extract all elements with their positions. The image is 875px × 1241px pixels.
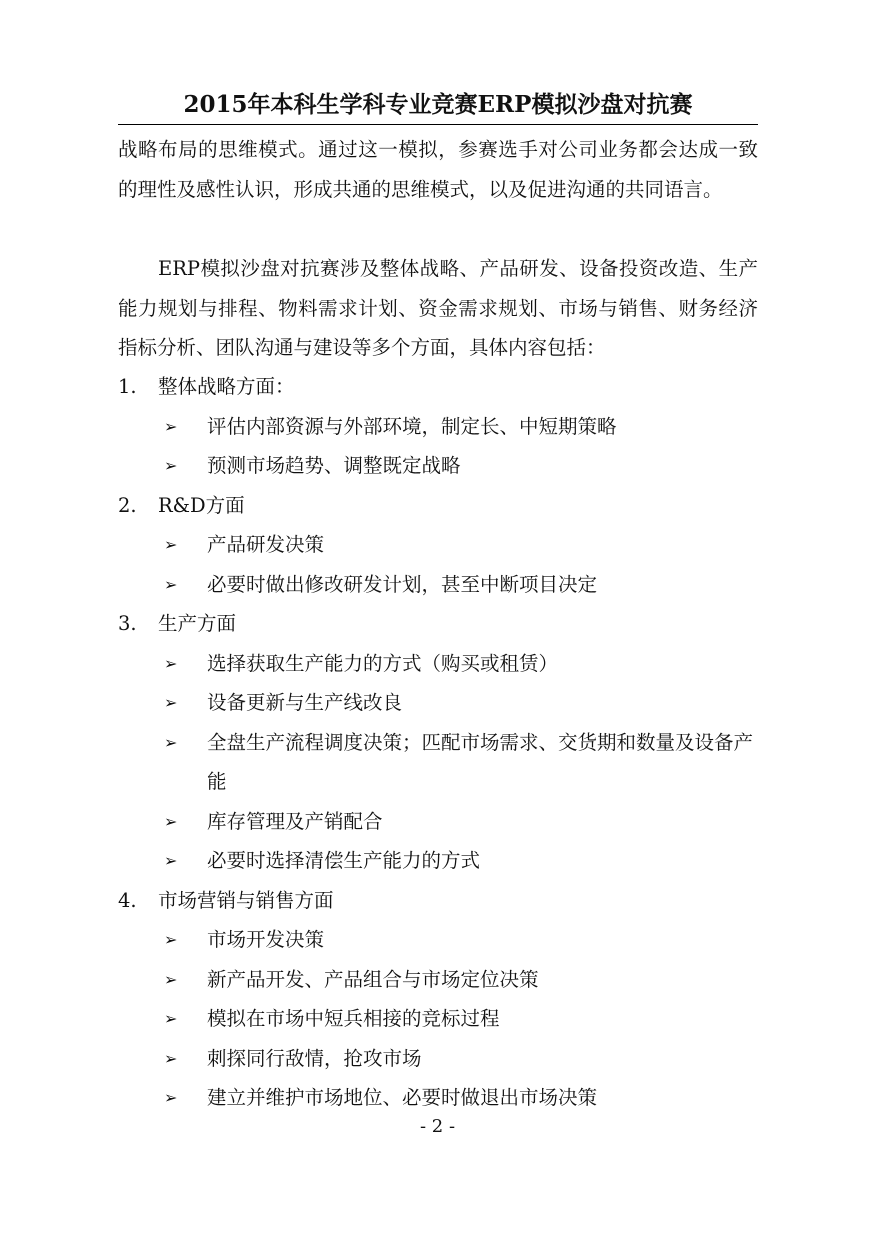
list-item [118,802,758,842]
arrow-bullet-icon: ➢ [164,574,178,594]
list-item-text: 市场开发决策 [207,928,325,951]
list-item [118,1078,758,1118]
section-number: 2. [118,493,137,517]
list-item [118,960,758,1000]
body-paragraph: 战略布局的思维模式。通过这一模拟，参赛选手对公司业务都会达成一致的理性及感性认识，形成共通的思维模式，以及促进沟通的共同语言。 [118,138,758,201]
bullet-list [118,920,758,1118]
list-item-text: 刺探同行敌情，抢攻市场 [207,1046,422,1070]
arrow-bullet-icon: ➢ [164,653,178,673]
list-item [118,446,758,486]
arrow-bullet-icon: ➢ [164,456,178,475]
bullet-list [118,407,758,486]
section-heading [118,367,758,407]
list-item-text: 库存管理及产销配合 [207,809,383,833]
section-title: R&D方面 [158,493,245,517]
section-number: 4. [118,888,137,912]
list-item [118,999,758,1039]
list-item-text: 选择获取生产能力的方式（购买或租赁） [207,651,559,675]
section-number: 3. [118,612,137,635]
list-item [118,723,758,802]
header-divider [118,124,758,125]
arrow-bullet-icon: ➢ [164,732,178,752]
body-paragraph: ERP模拟沙盘对抗赛涉及整体战略、产品研发、设备投资改造、生产能力规划与排程、物料需求计划、资金需求规划、市场与销售、财务经济指标分析、团队沟通与建设等多个方面，具体内容包括： [118,257,758,359]
section-heading [118,486,758,526]
list-section [118,881,758,1118]
arrow-bullet-icon: ➢ [164,535,178,554]
list-item-text: 预测市场趋势、调整既定战略 [207,454,461,477]
list-item [118,841,758,881]
section-title: 整体战略方面： [158,375,295,398]
list-item-text: 新产品开发、产品组合与市场定位决策 [207,967,539,991]
list-item-text: 建立并维护市场地位、必要时做退出市场决策 [207,1086,598,1109]
list-section [118,367,758,486]
section-title: 生产方面 [158,612,237,635]
arrow-bullet-icon: ➢ [164,930,178,949]
list-item-text: 设备更新与生产线改良 [207,691,403,714]
list-section [118,486,758,605]
arrow-bullet-icon: ➢ [164,416,178,436]
arrow-bullet-icon: ➢ [164,851,178,870]
arrow-bullet-icon: ➢ [164,811,178,831]
list-item-text: 产品研发决策 [207,533,325,556]
arrow-bullet-icon: ➢ [164,693,178,712]
list-section [118,604,758,881]
list-item-text: 评估内部资源与外部环境，制定长、中短期策略 [207,414,617,438]
section-title: 市场营销与销售方面 [158,888,334,912]
bullet-list [118,525,758,604]
arrow-bullet-icon: ➢ [164,969,178,989]
bullet-list [118,644,758,881]
page-header-title: 2015年本科生学科专业竞赛ERP模拟沙盘对抗赛 [183,91,693,118]
list-item [118,920,758,960]
list-item [118,683,758,723]
list-item [118,407,758,447]
arrow-bullet-icon: ➢ [164,1009,178,1028]
list-item-text: 必要时做出修改研发计划，甚至中断项目决定 [207,572,598,596]
section-number: 1. [118,375,137,398]
list-item-text: 必要时选择清偿生产能力的方式 [207,849,481,872]
list-item-text: 全盘生产流程调度决策；匹配市场需求、交货期和数量及设备产能 [207,730,754,793]
list-item [118,644,758,684]
section-heading [118,604,758,644]
section-heading [118,881,758,921]
list-item [118,1039,758,1079]
arrow-bullet-icon: ➢ [164,1088,178,1107]
list-item [118,525,758,565]
arrow-bullet-icon: ➢ [164,1048,178,1068]
page-number: - 2 - [419,1116,456,1137]
list-item-text: 模拟在市场中短兵相接的竞标过程 [207,1007,500,1030]
list-item [118,565,758,605]
content-list [118,367,758,1118]
